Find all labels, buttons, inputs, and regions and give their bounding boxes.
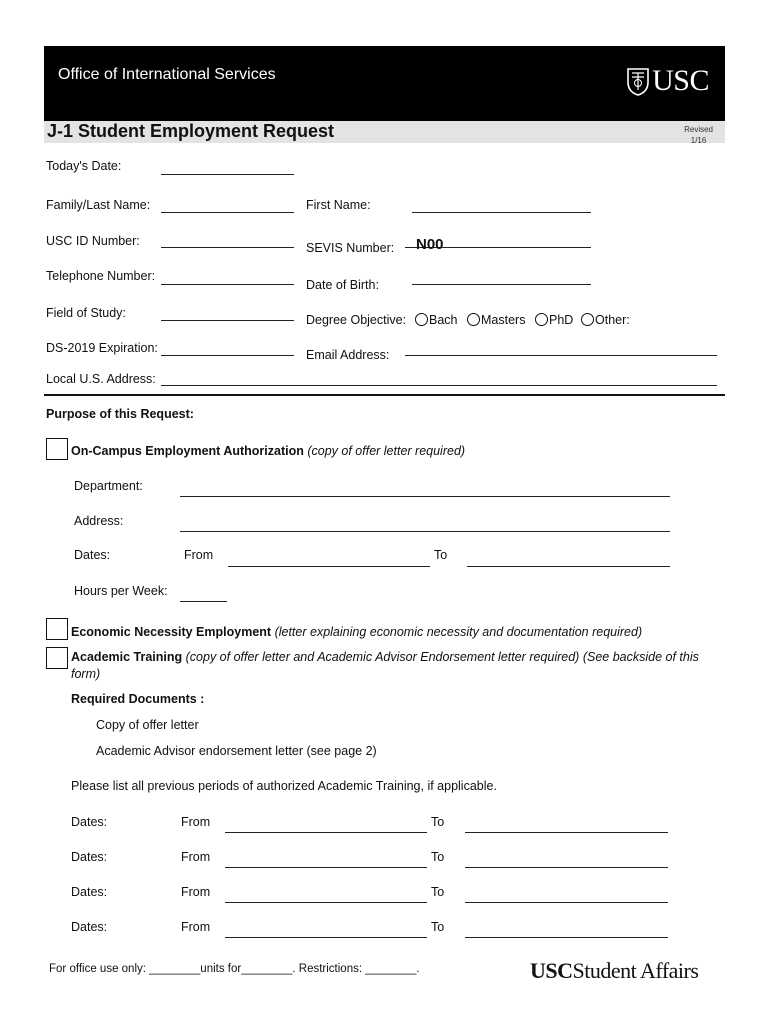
ds2019-label: DS-2019 Expiration: [46, 341, 158, 355]
student-affairs-logo: USCStudent Affairs [530, 958, 699, 983]
economic-label-group: Economic Necessity Employment (letter explaining economic necessity and documentation required) [71, 625, 643, 639]
degree-option-other[interactable]: Other: [581, 313, 630, 327]
academic-checkbox[interactable] [46, 647, 68, 669]
todays-date-label: Today's Date: [46, 159, 122, 173]
revision-note: Revised 1/16 [684, 125, 713, 145]
first-name-label: First Name: [306, 198, 371, 212]
economic-checkbox[interactable] [46, 618, 68, 640]
first-name-field[interactable] [412, 212, 591, 213]
hours-label: Hours per Week: [74, 584, 168, 598]
degree-objective-label: Degree Objective: [306, 313, 407, 327]
dob-field[interactable] [412, 284, 591, 285]
at-dates-label: Dates: [71, 850, 108, 864]
usc-logo [626, 64, 709, 98]
sevis-prefix: N00 [416, 236, 444, 253]
at-from-field[interactable] [225, 867, 427, 868]
oncampus-label-group: On-Campus Employment Authorization (copy of offer letter required) [71, 444, 466, 458]
office-title: Office of International Services [58, 66, 276, 83]
usc-wordmark: USC [652, 64, 709, 97]
field-of-study-label: Field of Study: [46, 306, 126, 320]
title-bar [44, 121, 725, 143]
at-from-field[interactable] [225, 937, 427, 938]
usc-id-field[interactable] [161, 247, 294, 248]
field-of-study-field[interactable] [161, 320, 294, 321]
at-to-label: To [431, 815, 445, 829]
at-to-field[interactable] [465, 867, 668, 868]
at-from-label: From [181, 815, 211, 829]
at-to-label: To [431, 920, 445, 934]
oncampus-dates-label: Dates: [74, 548, 111, 562]
radio-phd[interactable] [535, 313, 548, 326]
local-address-field[interactable] [161, 385, 717, 386]
oncampus-address-label: Address: [74, 514, 124, 528]
at-from-label: From [181, 885, 211, 899]
at-from-label: From [181, 850, 211, 864]
at-dates-label: Dates: [71, 885, 108, 899]
office-use-line: For office use only: ________units for________. Restrictions: ________. [49, 963, 420, 975]
form-title: J-1 Student Employment Request [47, 121, 335, 141]
telephone-label: Telephone Number: [46, 269, 156, 283]
at-to-label: To [431, 850, 445, 864]
required-doc-endorsement: Academic Advisor endorsement letter (see page 2) [96, 744, 377, 758]
at-dates-label: Dates: [71, 920, 108, 934]
email-field[interactable] [405, 355, 717, 356]
ds2019-field[interactable] [161, 355, 294, 356]
at-to-field[interactable] [465, 902, 668, 903]
previous-periods-text: Please list all previous periods of authorized Academic Training, if applicable. [71, 779, 497, 793]
department-field[interactable] [180, 496, 670, 497]
dob-label: Date of Birth: [306, 278, 379, 292]
degree-option-bach[interactable]: Bach [415, 313, 458, 327]
at-dates-label: Dates: [71, 815, 108, 829]
at-to-label: To [431, 885, 445, 899]
oncampus-checkbox[interactable] [46, 438, 68, 460]
todays-date-field[interactable] [161, 174, 294, 175]
oncampus-address-field[interactable] [180, 531, 670, 532]
radio-masters[interactable] [467, 313, 480, 326]
sevis-label: SEVIS Number: [306, 241, 395, 255]
at-to-field[interactable] [465, 937, 668, 938]
usc-seal-icon [626, 66, 650, 96]
header-banner [44, 46, 725, 121]
degree-option-masters[interactable]: Masters [467, 313, 525, 327]
required-docs-heading: Required Documents : [71, 692, 205, 706]
usc-id-label: USC ID Number: [46, 234, 140, 248]
required-doc-offer: Copy of offer letter [96, 718, 199, 732]
academic-note-cont: form) [71, 667, 101, 681]
radio-other[interactable] [581, 313, 594, 326]
at-from-field[interactable] [225, 902, 427, 903]
purpose-heading: Purpose of this Request: [46, 407, 194, 421]
oncampus-to-label: To [434, 548, 448, 562]
family-name-label: Family/Last Name: [46, 198, 151, 212]
department-label: Department: [74, 479, 143, 493]
email-label: Email Address: [306, 348, 390, 362]
at-from-field[interactable] [225, 832, 427, 833]
family-name-field[interactable] [161, 212, 294, 213]
oncampus-from-label: From [184, 548, 214, 562]
telephone-field[interactable] [161, 284, 294, 285]
at-to-field[interactable] [465, 832, 668, 833]
local-address-label: Local U.S. Address: [46, 372, 156, 386]
degree-option-phd[interactable]: PhD [535, 313, 573, 327]
oncampus-to-field[interactable] [467, 566, 670, 567]
hours-field[interactable] [180, 601, 227, 602]
radio-bach[interactable] [415, 313, 428, 326]
section-divider [44, 394, 725, 396]
oncampus-from-field[interactable] [228, 566, 430, 567]
at-from-label: From [181, 920, 211, 934]
academic-label-group: Academic Training (copy of offer letter and Academic Advisor Endorsement letter required) (See backside of this [71, 650, 699, 664]
